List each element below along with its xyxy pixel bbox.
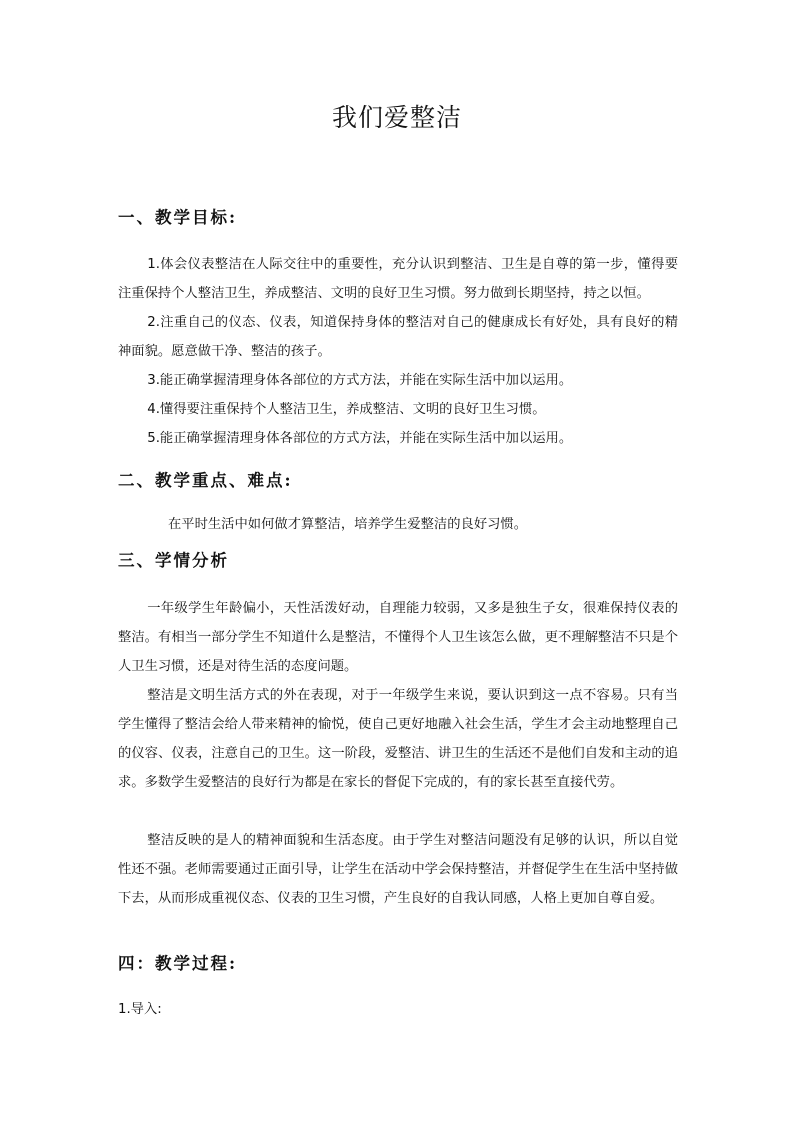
objective-item-4: 4.懂得要注重保持个人整洁卫生，养成整洁、文明的良好卫生习惯。 [147,402,546,417]
process-item-1: 1.导入: [118,1002,162,1017]
key-points-text: 在平时生活中如何做才算整洁，培养学生爱整洁的良好习惯。 [168,517,528,532]
analysis-paragraph-2: 整洁是文明生活方式的外在表现，对于一年级学生来说，要认识到这一点不容易。只有当学生懂得了整洁会给人带来精神的愉悦，使自己更好地融入社会生活，学生才会主动地整理自己的仪容、仪表，注意自己的卫生。这一阶段，爱整洁、讲卫生的生活还不是他们自发和主动的追求。多数学生爱整洁的良好行为都是在家长的督促下完成的，有的家长甚至直接代劳。 [118,688,678,790]
section-heading-process: 四：教学过程: [118,954,238,973]
section-heading-key-points: 二、教学重点、难点: [118,471,293,490]
page-title: 我们爱整洁 [331,103,462,132]
objective-item-3: 3.能正确掌握清理身体各部位的方式方法，并能在实际生活中加以运用。 [147,373,573,388]
analysis-paragraph-1: 一年级学生年龄偏小，天性活泼好动，自理能力较弱，又多是独生子女，很难保持仪表的整洁。有相当一部分学生不知道什么是整洁，不懂得个人卫生该怎么做，更不理解整洁不只是个人卫生习惯，还是对待生活的态度问题。 [118,601,678,674]
section-heading-analysis: 三、学情分析 [118,551,229,570]
objective-item-1: 1.体会仪表整洁在人际交往中的重要性，充分认识到整洁、卫生是自尊的第一步，懂得要注重保持个人整洁卫生，养成整洁、文明的良好卫生习惯。努力做到长期坚持，持之以恒。 [118,257,678,301]
objective-item-2: 2.注重自己的仪态、仪表，知道保持身体的整洁对自己的健康成长有好处，具有良好的精神面貌。愿意做干净、整洁的孩子。 [118,315,678,359]
analysis-paragraph-3: 整洁反映的是人的精神面貌和生活态度。由于学生对整洁问题没有足够的认识，所以自觉性还不强。老师需要通过正面引导，让学生在活动中学会保持整洁，并督促学生在生活中坚持做下去，从而形成重视仪态、仪表的卫生习惯，产生良好的自我认同感，人格上更加自尊自爱。 [118,833,678,906]
section-heading-objectives: 一、教学目标: [118,208,238,227]
objective-item-5: 5.能正确掌握清理身体各部位的方式方法，并能在实际生活中加以运用。 [147,431,573,446]
